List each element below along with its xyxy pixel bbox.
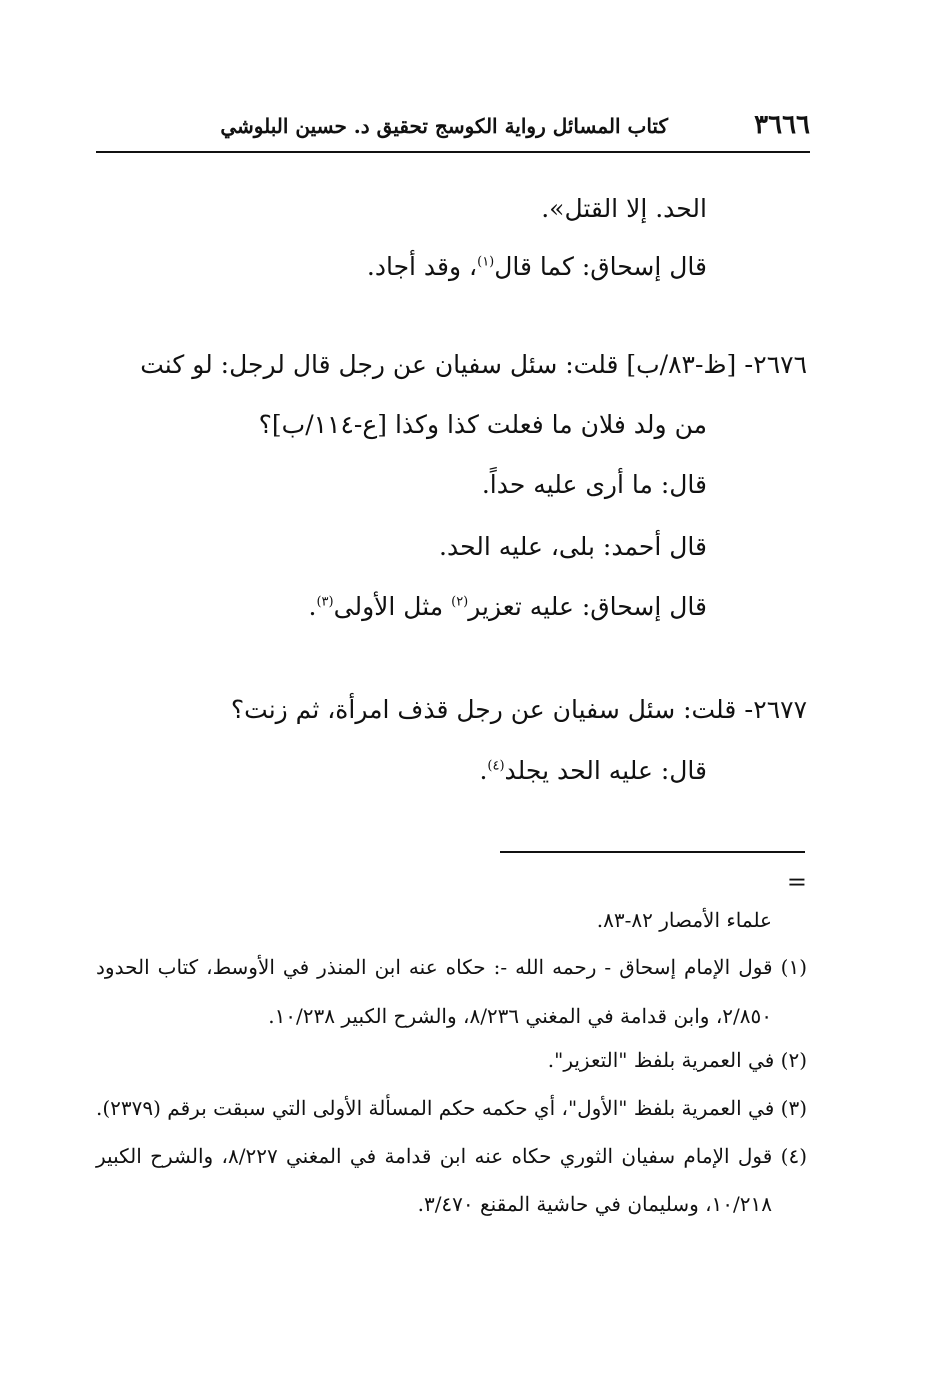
text-line-2: قال إسحاق: كما قال$^{(١)}$، وقد أجاد. [366, 252, 707, 281]
footnote-ref-1[interactable]: (١) [477, 254, 495, 270]
footnote-4-line-2: ١٠/٢١٨، وسليمان في حاشية المقنع ٣/٤٧٠. [417, 1192, 772, 1216]
page-header [96, 106, 810, 152]
footnote-1-line-1: (١) قول الإمام إسحاق - رحمه الله -: حكاه عنه ابن المنذر في الأوسط، كتاب الحدود [96, 955, 807, 979]
question-2676-line-2: من ولد فلان ما فعلت كذا وكذا [ع-١١٤/ب]؟ [258, 410, 707, 439]
footnote-1-line-2: ٢/٨٥٠، وابن قدامة في المغني ٨/٢٣٦، والشرح الكبير ١٠/٢٣٨. [268, 1004, 772, 1028]
footnote-ref-4[interactable]: (٤) [487, 758, 505, 774]
header-rule [96, 151, 810, 153]
answer-line-2: قال أحمد: بلى، عليه الحد. [439, 532, 707, 561]
question-number: ٢٦٧٦- [744, 350, 807, 379]
answer-line-4: قال: عليه الحد يجلد$^{(٤)}$. [479, 756, 707, 785]
footnote-ref-3[interactable]: (٣) [316, 594, 334, 610]
answer-line-3: قال إسحاق: عليه تعزير$^{(٢)}$ مثل الأولى$^{(٣)}$. [308, 592, 707, 621]
footnote-continuation-mark: = [786, 868, 807, 896]
question-2676-line-1: ٢٦٧٦- [ظ-٨٣/ب] قلت: سئل سفيان عن رجل قال لرجل: لو كنت [140, 350, 807, 379]
text-line-1: الحد. إلا القتل». [541, 194, 707, 223]
question-2677-line-1: ٢٦٧٧- قلت: سئل سفيان عن رجل قذف امرأة، ثم زنت؟ [230, 695, 807, 724]
footnote-4-line-1: (٤) قول الإمام سفيان الثوري حكاه عنه ابن قدامة في المغني ٨/٢٢٧، والشرح الكبير [96, 1144, 807, 1168]
footnote-continuation: علماء الأمصار ٨٢-٨٣. [596, 908, 772, 932]
answer-line-1: قال: ما أرى عليه حداً. [481, 470, 707, 499]
footnote-ref-2[interactable]: (٢) [451, 594, 469, 610]
footnote-2: (٢) في العمرية بلفظ "التعزير". [547, 1048, 807, 1072]
question-number: ٢٦٧٧- [744, 695, 807, 724]
footnote-rule [500, 851, 805, 853]
running-title: كتاب المسائل رواية الكوسج تحقيق د. حسين البلوشي [220, 114, 668, 138]
page-number: ٣٦٦٦ [754, 110, 810, 140]
footnote-3: (٣) في العمرية بلفظ "الأول"، أي حكمه حكم المسألة الأولى التي سبقت برقم (٢٣٧٩). [95, 1096, 807, 1120]
